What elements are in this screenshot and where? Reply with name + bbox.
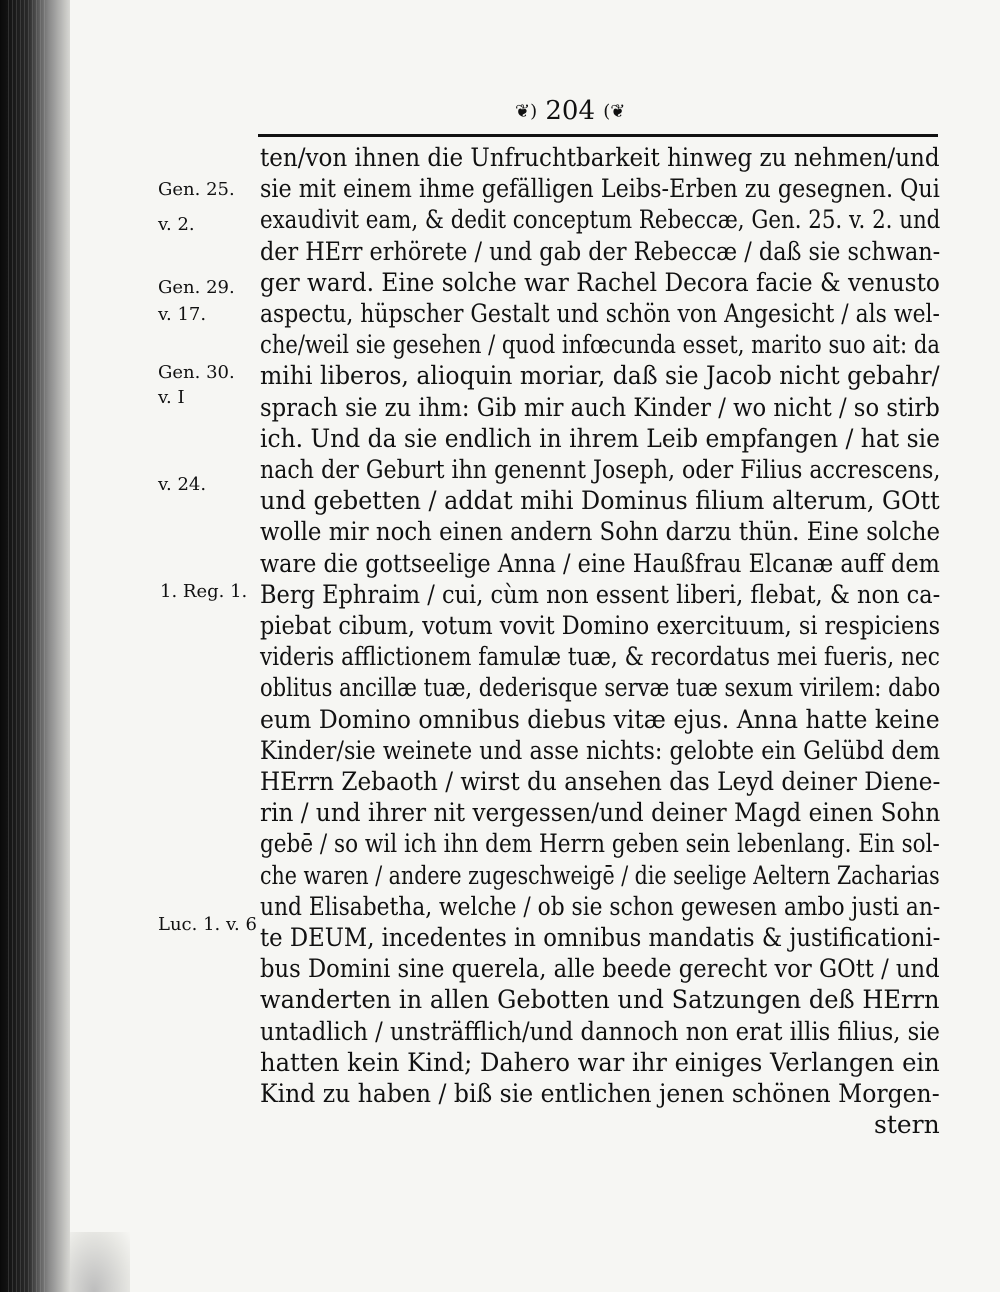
text-line: bus Domini sine querela, alle beede gerecht vor GOtt / und — [260, 954, 940, 984]
text-line: piebat cibum, votum vovit Domino exercituum, si respiciens — [260, 611, 941, 640]
text-line: untadlich / unsträfflich/und dannoch non erat illis filius, sie — [260, 1016, 940, 1046]
margin-note-gen-25: Gen. 25. — [158, 179, 235, 200]
text-line: aspectu, hüpscher Gestalt und schön von Angesicht / als wel- — [260, 299, 940, 328]
text-line: Berg Ephraim / cui, cùm non essent liberi, flebat, & non ca- — [260, 579, 941, 609]
text-line: wolle mir noch einen andern Sohn darzu thün. Eine solche — [260, 517, 941, 547]
text-line: wanderten in allen Gebotten und Satzungen deß HErrn — [260, 985, 940, 1015]
margin-note-gen-30: Gen. 30. — [158, 362, 235, 383]
text-line: mihi liberos, alioquin moriar, daß sie Jacob nicht gebahr/ — [260, 361, 940, 391]
page-number: 204 — [545, 96, 596, 126]
margin-note-v-1: v. I — [158, 387, 185, 408]
margin-note-v-24: v. 24. — [158, 474, 207, 495]
book-binding-edge — [0, 0, 70, 1292]
text-line: ware die gottseelige Anna / eine Haußfrau Elcanæ auff dem — [260, 548, 940, 578]
text-line: und gebetten / addat mihi Dominus filium alterum, GOtt — [260, 486, 940, 516]
margin-note-reg-1: 1. Reg. 1. — [160, 581, 248, 602]
text-line: ger ward. Eine solche war Rachel Decora facie & venusto — [260, 267, 940, 297]
text-line: eum Domino omnibus diebus vitæ ejus. Anna hatte keine — [260, 704, 940, 734]
text-line: HErrn Zebaoth / wirst du ansehen das Leyd deiner Diene- — [260, 767, 941, 796]
text-line: che/weil sie gesehen / quod infœcunda esset, marito suo ait: da — [260, 330, 940, 360]
page-header — [515, 97, 715, 125]
page-corner-shadow — [70, 1232, 130, 1292]
margin-note-luc-1: Luc. 1. v. 6 — [158, 914, 257, 935]
text-line: ich. Und da sie endlich in ihrem Leib empfangen / hat sie — [260, 423, 940, 453]
text-line: te DEUM, incedentes in omnibus mandatis & justificationi- — [260, 923, 941, 952]
header-rule — [258, 134, 938, 137]
text-line: sie mit einem ihme gefälligen Leibs-Erben zu gesegnen. Qui — [260, 174, 940, 204]
text-line: rin / und ihrer nit vergessen/und deiner Magd einen Sohn — [260, 798, 941, 828]
text-line: nach der Geburt ihn genennt Joseph, oder Filius accrescens, — [260, 455, 941, 484]
ornament-right-icon: (❦ — [603, 101, 626, 122]
margin-note-v-2: v. 2. — [158, 214, 195, 235]
text-line: hatten kein Kind; Dahero war ihr einiges Verlangen ein — [260, 1047, 940, 1077]
text-line: exaudivit eam, & dedit conceptum Rebeccæ, Gen. 25. v. 2. und — [260, 205, 941, 235]
ornament-left-icon: ❦) — [515, 101, 538, 122]
text-line: ten/von ihnen die Unfruchtbarkeit hinweg zu nehmen/und — [260, 143, 940, 172]
margin-note-v-17: v. 17. — [158, 304, 207, 325]
text-line: che waren / andere zugeschweigē / die seelige Aeltern Zacharias — [260, 860, 940, 890]
text-line: sprach sie zu ihm: Gib mir auch Kinder / wo nicht / so stirb — [260, 392, 940, 422]
text-line: der HErr erhörete / und gab der Rebeccæ / daß sie schwan- — [260, 236, 941, 266]
margin-note-gen-29: Gen. 29. — [158, 277, 235, 298]
text-line: videris afflictionem famulæ tuæ, & recordatus mei fueris, nec — [260, 642, 940, 672]
text-line: Kinder/sie weinete und asse nichts: gelobte ein Gelübd dem — [260, 735, 941, 765]
text-line: gebē / so wil ich ihn dem Herrn geben sein lebenlang. Ein sol- — [260, 829, 940, 859]
text-line: stern — [874, 1110, 940, 1140]
text-line: Kind zu haben / biß sie entlichen jenen schönen Morgen- — [260, 1079, 940, 1108]
text-line: und Elisabetha, welche / ob sie schon gewesen ambo justi an- — [260, 891, 941, 921]
text-line: oblitus ancillæ tuæ, dederisque servæ tuæ sexum virilem: dabo — [260, 673, 941, 703]
